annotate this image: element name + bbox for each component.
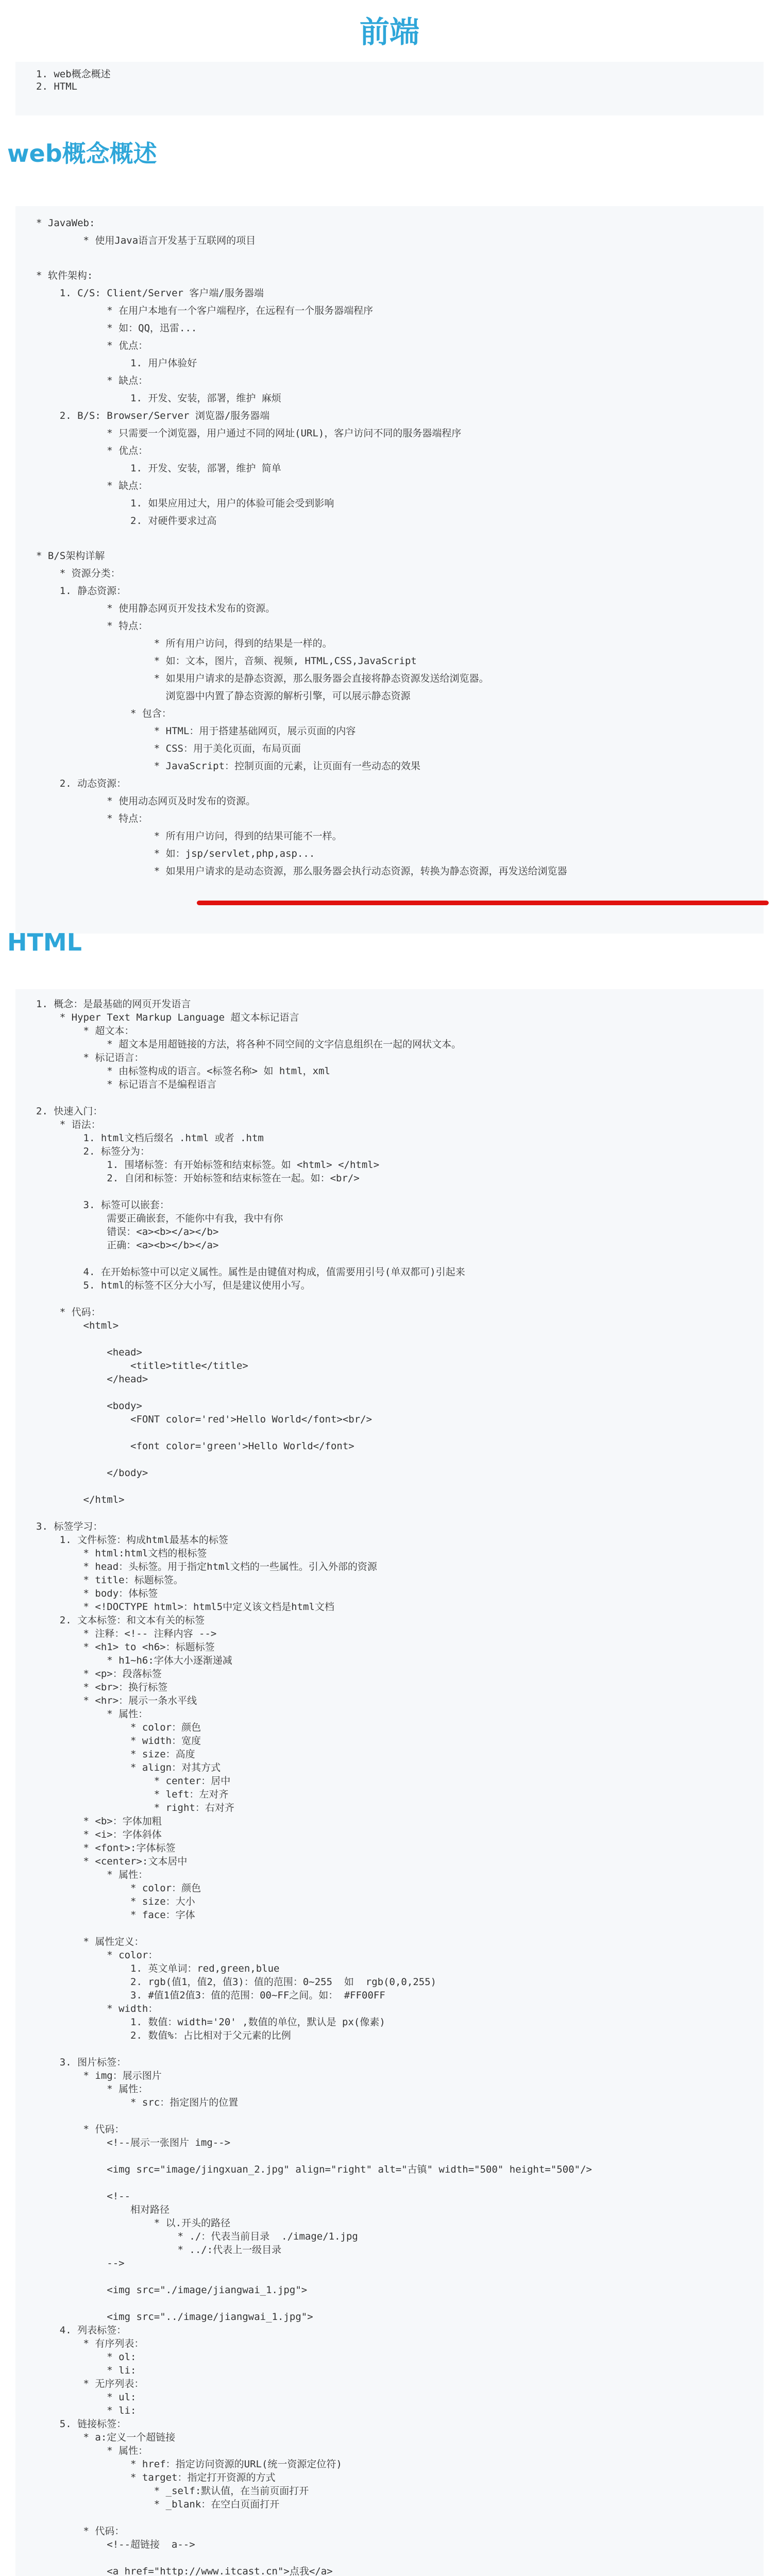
web-concept-line: * 包含： [36, 708, 172, 719]
html-line [36, 1480, 743, 1493]
html-content [15, 989, 764, 2576]
web-concept-line: 1. 开发、安装，部署，维护 简单 [36, 463, 281, 474]
html-line [36, 2149, 743, 2163]
html-line: * color： [36, 1950, 158, 1961]
web-concept-line: * 如：jsp/servlet,php,asp... [36, 848, 315, 859]
html-line: * 由标签构成的语言。<标签名称> 如 html，xml [36, 1065, 330, 1077]
web-concept-line: * 所有用户访问，得到的结果可能不一样。 [36, 831, 342, 842]
html-line: 3. #值1值2值3：值的范围：00~FF之间。如： #FF00FF [36, 1990, 385, 2001]
html-line: * <hr>：展示一条水平线 [36, 1695, 197, 1706]
html-line [36, 1922, 743, 1935]
html-line: 3. 标签可以嵌套： [36, 1199, 170, 1211]
html-line: * <!DOCTYPE html>：html5中定义该文档是html文档 [36, 1601, 334, 1613]
html-line: 5. 链接标签： [36, 2418, 127, 2430]
html-line: 需要正确嵌套，不能你中有我，我中有你 [36, 1213, 283, 1224]
web-concept-line: * 如：文本，图片，音频、视频, HTML,CSS,JavaScript [36, 655, 417, 667]
html-line: 4. 列表标签： [36, 2325, 127, 2336]
html-line: * left：左对齐 [36, 1789, 229, 1800]
html-line: * 属性定义： [36, 1936, 144, 1947]
html-line: <img src="./image/jiangwai_1.jpg"> [36, 2284, 308, 2296]
html-line [36, 1252, 743, 1265]
html-line: <img src="image/jingxuan_2.jpg" align="right" alt="古镇" width="500" height="500"/> [36, 2164, 592, 2175]
html-line: * 属性： [36, 2445, 148, 2456]
web-concept-line: * 缺点： [36, 375, 148, 386]
html-line: * face：字体 [36, 1909, 195, 1921]
html-line: <FONT color='red'>Hello World</font><br/> [36, 1414, 372, 1425]
html-line: <body> [36, 1400, 142, 1412]
web-concept-line: * 如果用户请求的是静态资源，那么服务器会直接将静态资源发送给浏览器。 [36, 673, 489, 684]
web-concept-line: * HTML：用于搭建基础网页，展示页面的内容 [36, 725, 356, 737]
web-concept-line [36, 530, 743, 547]
html-line: * 标记语言不是编程语言 [36, 1079, 217, 1090]
html-line: * color：颜色 [36, 1722, 201, 1733]
html-line: 1. 文件标签：构成html最基本的标签 [36, 1534, 228, 1546]
web-concept-line [36, 249, 743, 267]
web-concept-line: * CSS：用于美化页面，布局页面 [36, 743, 301, 754]
html-line [36, 2551, 743, 2565]
html-line [36, 2511, 743, 2524]
html-line: 4. 在开始标签中可以定义属性。属性是由键值对构成，值需要用引号(单双都可)引起来 [36, 1266, 465, 1278]
html-line: <font color='green'>Hello World</font> [36, 1440, 354, 1452]
html-line: * head：头标签。用于指定html文档的一些属性。引入外部的资源 [36, 1561, 377, 1572]
html-line [36, 2176, 743, 2190]
html-line: * 超文本是用超链接的方法，将各种不同空间的文字信息组织在一起的网状文本。 [36, 1039, 462, 1050]
web-concept-line: 2. 对硬件要求过高 [36, 515, 217, 527]
html-line: <html> [36, 1320, 119, 1331]
html-line: * 代码： [36, 2526, 125, 2537]
section-heading-web: web概念概述 [7, 140, 157, 167]
html-line [36, 1091, 743, 1105]
html-line [36, 1506, 743, 1520]
html-line [36, 1292, 743, 1306]
html-line: * width： [36, 2003, 158, 2014]
html-line: 2. 自闭和标签：开始标签和结束标签在一起。如：<br/> [36, 1173, 360, 1184]
html-line: * 语法： [36, 1119, 101, 1130]
html-line: * <p>：段落标签 [36, 1668, 162, 1680]
html-line: * <br>：换行标签 [36, 1682, 168, 1693]
html-line: <!--展示一张图片 img--> [36, 2137, 231, 2148]
html-line: <img src="../image/jiangwai_1.jpg"> [36, 2311, 313, 2323]
html-line: * ../:代表上一级目录 [36, 2244, 282, 2256]
web-concept-line: * 如：QQ，迅雷... [36, 323, 197, 334]
html-line: * 属性： [36, 1708, 148, 1720]
html-line: <title>title</title> [36, 1360, 248, 1371]
html-line: 正确：<a><b></b></a> [36, 1240, 219, 1251]
html-line: * h1~h6:字体大小逐渐递减 [36, 1655, 232, 1666]
html-line: * src：指定图片的位置 [36, 2097, 239, 2108]
html-line: <!-- [36, 2191, 131, 2202]
web-concept-line: 1. 用户体验好 [36, 358, 197, 369]
html-line: * <i>：字体斜体 [36, 1829, 162, 1840]
html-line: * 有序列表： [36, 2338, 144, 2349]
html-line: * 代码： [36, 1307, 101, 1318]
html-line [36, 2042, 743, 2056]
html-line: <!--超链接 a--> [36, 2539, 195, 2550]
web-concept-line: 1. C/S: Client/Server 客户端/服务器端 [36, 287, 264, 299]
html-line [36, 2109, 743, 2123]
html-line: 1. 数值：width='20' ,数值的单位，默认是 px(像素) [36, 2016, 385, 2028]
html-line: * href：指定访问资源的URL(统一资源定位符) [36, 2459, 342, 2470]
html-line: </head> [36, 1374, 148, 1385]
html-line: * title：标题标签。 [36, 1574, 183, 1586]
html-line: * 标记语言： [36, 1052, 144, 1063]
web-concept-line: 2. 动态资源： [36, 778, 127, 789]
web-concept-line: * 优点： [36, 340, 148, 351]
html-line: * <center>:文本居中 [36, 1856, 188, 1867]
html-line: * size：大小 [36, 1896, 195, 1907]
html-line: * 属性： [36, 1869, 148, 1880]
html-line: 2. rgb(值1，值2，值3)：值的范围：0~255 如 rgb(0,0,255) [36, 1976, 437, 1988]
html-line [36, 1453, 743, 1466]
html-line: * _blank：在空白页面打开 [36, 2499, 280, 2510]
html-line: </body> [36, 1467, 148, 1479]
web-concept-line: 1. 开发、安装，部署，维护 麻烦 [36, 393, 281, 404]
html-line [36, 1386, 743, 1399]
web-concept-line: * 使用Java语言开发基于互联网的项目 [36, 235, 256, 246]
toc-line: 1. web概念概述 [36, 69, 111, 80]
html-line: 2. 数值%：占比相对于父元素的比例 [36, 2030, 291, 2041]
web-concept-line: 1. 静态资源： [36, 585, 127, 597]
web-concept-line: * B/S架构详解 [36, 550, 105, 562]
web-concept-content [15, 206, 764, 934]
html-line: * 属性： [36, 2083, 148, 2095]
html-line: * _self:默认值，在当前页面打开 [36, 2485, 309, 2497]
html-line: * ol: [36, 2351, 137, 2363]
html-line: 3. 标签学习： [36, 1521, 103, 1532]
html-line: * img：展示图片 [36, 2070, 162, 2081]
html-line: * target：指定打开资源的方式 [36, 2472, 276, 2483]
html-line: 2. 文本标签：和文本有关的标签 [36, 1615, 205, 1626]
html-line [36, 2270, 743, 2283]
html-line: * color：颜色 [36, 1883, 201, 1894]
web-concept-line: * 使用静态网页开发技术发布的资源。 [36, 603, 276, 614]
html-line: * 代码： [36, 2124, 125, 2135]
html-line: * Hyper Text Markup Language 超文本标记语言 [36, 1012, 299, 1023]
html-line: 1. html文档后缀名 .html 或者 .htm [36, 1132, 264, 1144]
web-concept-line: * 使用动态网页及时发布的资源。 [36, 795, 256, 807]
web-concept-line: * 如果用户请求的是动态资源，那么服务器会执行动态资源，转换为静态资源，再发送给浏览器 [36, 866, 567, 877]
web-concept-line: * 缺点： [36, 480, 148, 492]
html-line: * 以.开头的路径 [36, 2217, 231, 2229]
html-line [36, 1332, 743, 1346]
html-line: 2. 快速入门： [36, 1106, 103, 1117]
html-line: * ul: [36, 2392, 137, 2403]
red-underline-annotation [197, 901, 769, 905]
html-line: 3. 图片标签： [36, 2057, 127, 2068]
html-line: 2. 标签分为： [36, 1146, 150, 1157]
html-line: * size：高度 [36, 1749, 195, 1760]
html-line: * <h1> to <h6>：标题标签 [36, 1641, 215, 1653]
html-line: * html:html文档的根标签 [36, 1548, 207, 1559]
web-concept-line: * 优点： [36, 445, 148, 456]
html-line: * center：居中 [36, 1775, 231, 1787]
web-concept-line: 1. 如果应用过大，用户的体验可能会受到影响 [36, 498, 334, 509]
html-line [36, 2297, 743, 2310]
section-heading-html: HTML [7, 928, 82, 956]
html-line: </html> [36, 1494, 125, 1505]
html-line: * width：宽度 [36, 1735, 201, 1747]
web-concept-line: * 在用户本地有一个客户端程序，在远程有一个服务器端程序 [36, 305, 374, 316]
html-line [36, 1185, 743, 1198]
html-line: 5. html的标签不区分大小写，但是建议使用小写。 [36, 1280, 311, 1291]
html-line: <head> [36, 1347, 142, 1358]
html-line: 错误：<a><b></a></b> [36, 1226, 219, 1238]
web-concept-line: * JavaWeb: [36, 217, 95, 229]
web-concept-line: 2. B/S: Browser/Server 浏览器/服务器端 [36, 410, 270, 421]
html-line: * li: [36, 2405, 137, 2416]
html-line: 1. 概念：是最基础的网页开发语言 [36, 998, 191, 1010]
web-concept-line: 浏览器中内置了静态资源的解析引擎，可以展示静态资源 [36, 690, 411, 702]
html-line: * <b>：字体加粗 [36, 1816, 162, 1827]
html-line: * body：体标签 [36, 1588, 158, 1599]
html-line: * a:定义一个超链接 [36, 2432, 176, 2443]
toc-line: 2. HTML [36, 81, 78, 92]
web-concept-line: * 特点： [36, 620, 148, 632]
table-of-contents [15, 62, 764, 115]
html-line: * right：右对齐 [36, 1802, 234, 1814]
html-line: 相对路径 [36, 2204, 170, 2215]
html-line: * align：对其方式 [36, 1762, 221, 1773]
html-line [36, 1426, 743, 1439]
web-concept-line: * 所有用户访问，得到的结果是一样的。 [36, 638, 332, 649]
web-concept-line: * 资源分类： [36, 568, 121, 579]
page-title: 前端 [359, 14, 419, 49]
html-line: <a href="http://www.itcast.cn">点我</a> [36, 2566, 333, 2576]
web-concept-line: * 特点： [36, 813, 148, 824]
html-line: * li: [36, 2365, 137, 2376]
html-line: --> [36, 2258, 125, 2269]
web-concept-line: * 只需要一个浏览器，用户通过不同的网址(URL)，客户访问不同的服务器端程序 [36, 428, 462, 439]
html-line: 1. 围堵标签：有开始标签和结束标签。如 <html> </html> [36, 1159, 380, 1171]
web-concept-line: * JavaScript：控制页面的元素，让页面有一些动态的效果 [36, 760, 421, 772]
html-line: * ./：代表当前目录 ./image/1.jpg [36, 2231, 358, 2242]
html-line: * 超文本： [36, 1025, 134, 1037]
html-line: * 无序列表： [36, 2378, 144, 2389]
web-concept-line: * 软件架构: [36, 270, 93, 281]
html-line: * 注释：<!-- 注释内容 --> [36, 1628, 217, 1639]
html-line: * <font>:字体标签 [36, 1842, 176, 1854]
html-line: 1. 英文单词：red,green,blue [36, 1963, 280, 1974]
